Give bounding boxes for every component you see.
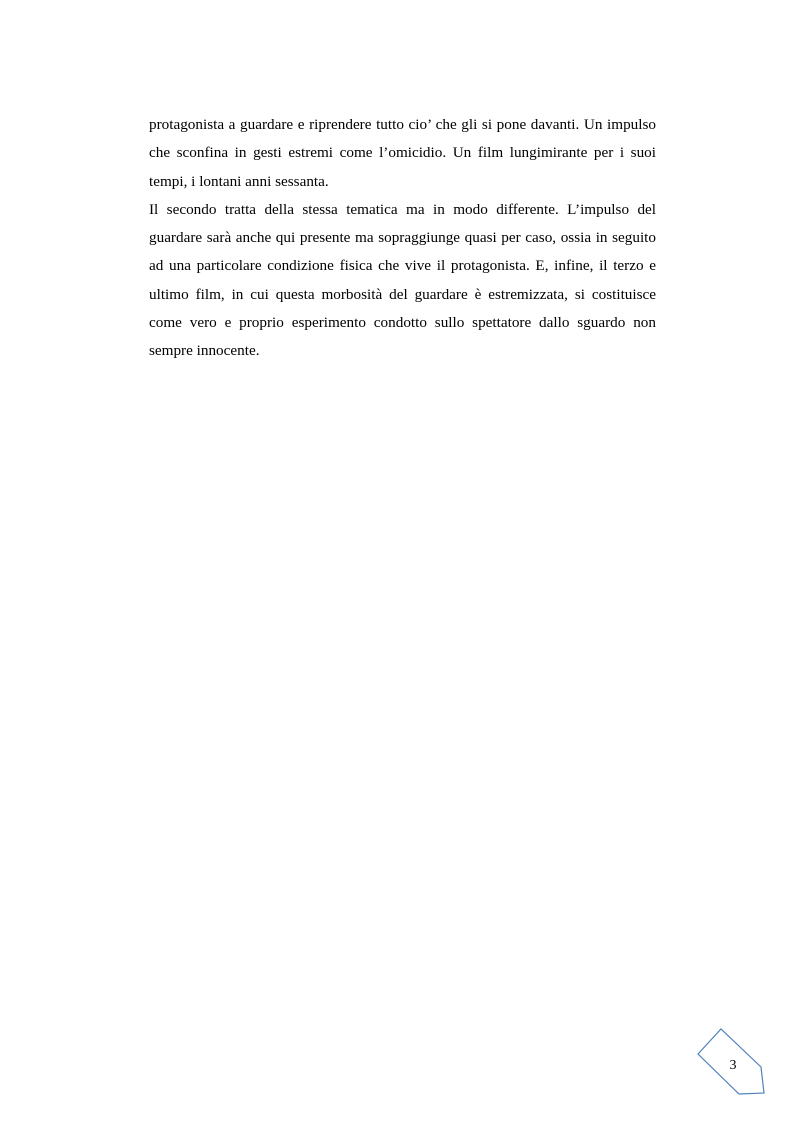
page-number: 3 bbox=[729, 1058, 737, 1073]
paragraph-1: protagonista a guardare e riprendere tutto cio’ che gli si pone davanti. Un impulso che sconfina in gesti estremi come l’omicidio. Un film lungimirante per i suoi tempi, i lontani anni sessanta. bbox=[149, 116, 656, 190]
paragraph-2: Il secondo tratta della stessa tematica ma in modo differente. L’impulso del guardare sarà anche qui presente ma sopraggiunge quasi per caso, ossia in seguito ad una particolare condizione fisica che vive il protagonista. E, infine, il terzo e ultimo film, in cui questa morbosità del guardare è estremizzata, si costituisce come vero e proprio esperimento condotto sullo spettatore dallo sguardo non sempre innocente. bbox=[149, 200, 656, 360]
body-text bbox=[149, 111, 656, 366]
